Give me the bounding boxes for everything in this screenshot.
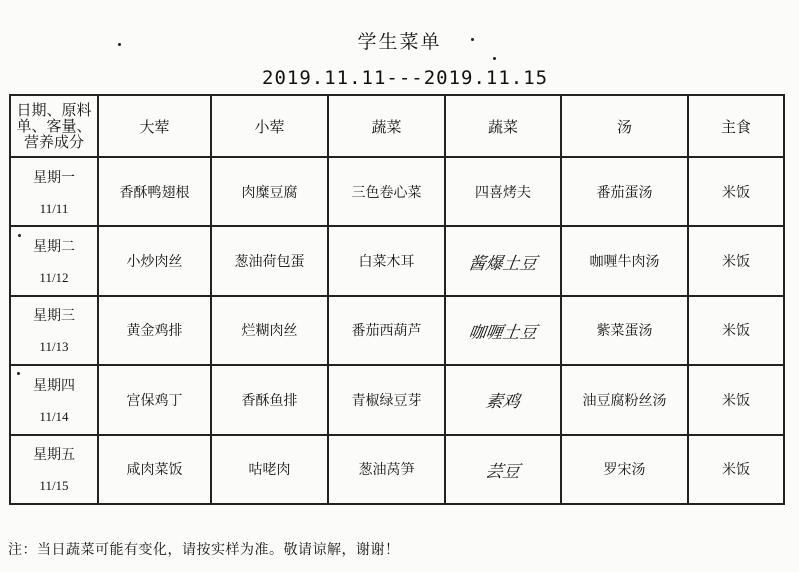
handwritten-dish: 素鸡: [484, 392, 522, 413]
dish-cell: 番茄西葫芦: [328, 296, 445, 365]
scan-speck: [118, 43, 121, 46]
dish-cell: 葱油莴笋: [328, 435, 445, 504]
handwritten-dish: 芸豆: [484, 461, 522, 482]
scan-speck: [18, 234, 21, 237]
menu-table: [9, 94, 785, 505]
date: 11/11: [39, 200, 69, 216]
corner-line: 日期、原料: [16, 101, 92, 119]
day-cell: [10, 157, 98, 226]
dish-cell: 咖喱牛肉汤: [561, 226, 688, 295]
column-header-veg: 蔬菜: [328, 95, 445, 157]
handwritten-dish: 酱爆土豆: [467, 253, 539, 274]
dish-cell: 米饭: [688, 157, 784, 226]
dish-cell: 葱油荷包蛋: [211, 226, 328, 295]
dish-cell: 小炒肉丝: [98, 226, 211, 295]
scan-speck: [17, 372, 20, 375]
day-cell: [10, 365, 98, 434]
dish-cell: 咸肉菜饭: [98, 435, 211, 504]
date-range: 2019.11.11---2019.11.15: [262, 67, 549, 89]
date: 11/12: [39, 270, 69, 286]
dish-cell: 肉糜豆腐: [211, 157, 328, 226]
weekday: 星期五: [33, 447, 75, 464]
table-row: [10, 226, 784, 295]
weekday: 星期三: [33, 308, 75, 325]
corner-line: 营养成分: [23, 133, 84, 151]
dish-cell: 白菜木耳: [328, 226, 445, 295]
day-cell: [10, 226, 98, 295]
dish-cell: 青椒绿豆芽: [328, 365, 445, 434]
column-header-veg: 蔬菜: [445, 95, 561, 157]
dish-cell: 香酥鸭翅根: [98, 157, 211, 226]
dish-cell: 米饭: [688, 435, 784, 504]
dish-cell: 罗宋汤: [561, 435, 688, 504]
dish-cell: 四喜烤夫: [445, 157, 561, 226]
weekday: 星期一: [33, 169, 75, 186]
weekday: 星期二: [33, 239, 75, 256]
day-cell: [10, 435, 98, 504]
dish-cell: 油豆腐粉丝汤: [561, 365, 688, 434]
scan-speck: [471, 38, 474, 41]
dish-cell: 米饭: [688, 226, 784, 295]
table-row: [10, 435, 784, 504]
column-header-soup: 汤: [561, 95, 688, 157]
header-row: [10, 95, 784, 157]
date: 11/13: [39, 339, 69, 355]
dish-cell: 米饭: [688, 296, 784, 365]
date: 11/14: [39, 408, 69, 424]
column-header-big-meat: 大荤: [98, 95, 211, 157]
dish-cell: 咕咾肉: [211, 435, 328, 504]
dish-cell: [445, 296, 561, 365]
corner-line: 单、客量、: [16, 117, 92, 135]
weekday: 星期四: [33, 377, 75, 394]
table-row: [10, 157, 784, 226]
dish-cell: 三色卷心菜: [328, 157, 445, 226]
dish-cell: 烂糊肉丝: [211, 296, 328, 365]
column-header-staple: 主食: [688, 95, 784, 157]
dish-cell: [445, 226, 561, 295]
footer-note: 注：当日蔬菜可能有变化，请按实样为准。敬请谅解，谢谢！: [8, 542, 400, 558]
scan-speck: [493, 57, 496, 60]
dish-cell: 香酥鱼排: [211, 365, 328, 434]
corner-header: [10, 95, 98, 157]
dish-cell: 宫保鸡丁: [98, 365, 211, 434]
dish-cell: [445, 365, 561, 434]
handwritten-dish: 咖喱土豆: [467, 322, 539, 343]
table-row: [10, 296, 784, 365]
dish-cell: 米饭: [688, 365, 784, 434]
dish-cell: [445, 435, 561, 504]
dish-cell: 紫菜蛋汤: [561, 296, 688, 365]
column-header-small-meat: 小荤: [211, 95, 328, 157]
table-row: [10, 365, 784, 434]
day-cell: [10, 296, 98, 365]
dish-cell: 黄金鸡排: [98, 296, 211, 365]
date: 11/15: [39, 478, 69, 494]
dish-cell: 番茄蛋汤: [561, 157, 688, 226]
page-title: 学生菜单: [357, 31, 442, 53]
